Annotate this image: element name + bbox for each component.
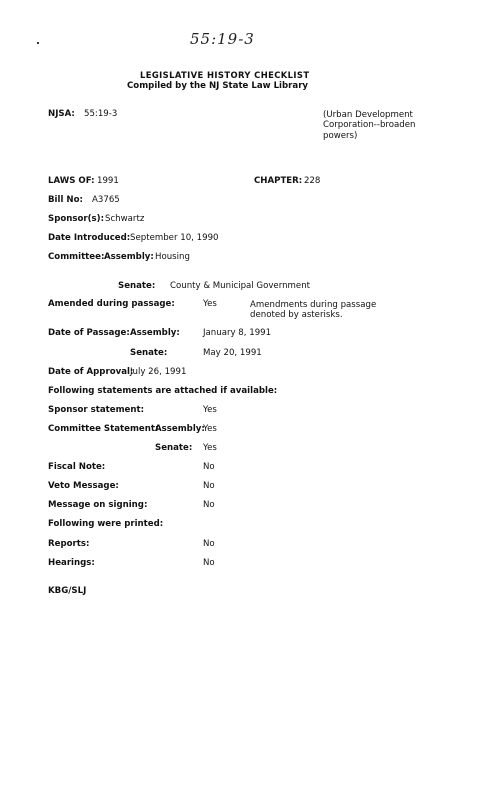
sponsor-statement-label: Sponsor statement: [48, 405, 145, 415]
passage-assembly-value: January 8, 1991 [203, 328, 272, 338]
bill-no-value: A3765 [92, 195, 120, 205]
amended-value: Yes [203, 299, 217, 309]
committee-assembly-label: Assembly: [104, 252, 154, 262]
fiscal-note-label: Fiscal Note: [48, 462, 106, 472]
fiscal-note-value: No [203, 462, 215, 472]
committee-label: Committee: [48, 252, 105, 262]
handwritten-number: 55:19-3 [190, 30, 255, 48]
hearings-label: Hearings: [48, 558, 95, 568]
reports-value: No [203, 539, 215, 549]
page-title: LEGISLATIVE HISTORY CHECKLIST [140, 70, 310, 80]
passage-senate-value: May 20, 1991 [203, 348, 262, 358]
committee-statement-assembly-value: Yes [203, 424, 217, 434]
njsa-value: 55:19-3 [84, 109, 118, 119]
bill-no-label: Bill No: [48, 195, 83, 205]
chapter-label: CHAPTER: [254, 176, 303, 186]
amended-label: Amended during passage: [48, 299, 175, 309]
veto-message-label: Veto Message: [48, 481, 119, 491]
sponsor-value: Schwartz [105, 214, 145, 224]
passage-assembly-label: Assembly: [130, 328, 180, 338]
date-of-approval-label: Date of Approval: [48, 367, 134, 377]
laws-of-label: LAWS OF: [48, 176, 95, 186]
message-on-signing-value: No [203, 500, 215, 510]
committee-statement-senate-label: Senate: [155, 443, 193, 453]
date-of-approval-value: July 26, 1991 [130, 367, 187, 377]
bill-description-note: (Urban Development Corporation--broaden powers) [323, 110, 416, 141]
hearings-value: No [203, 558, 215, 568]
laws-of-value: 1991 [97, 176, 119, 186]
amended-note: Amendments during passage denoted by asterisks. [250, 300, 377, 321]
printed-heading: Following were printed: [48, 519, 164, 529]
sponsor-label: Sponsor(s): [48, 214, 105, 224]
attached-heading: Following statements are attached if available: [48, 386, 278, 396]
sponsor-statement-value: Yes [203, 405, 217, 415]
date-introduced-value: September 10, 1990 [130, 233, 219, 243]
veto-message-value: No [203, 481, 215, 491]
reports-label: Reports: [48, 539, 90, 549]
initials: KBG/SLJ [48, 586, 87, 596]
committee-senate-label: Senate: [118, 281, 156, 291]
date-of-passage-label: Date of Passage: [48, 328, 130, 338]
committee-senate-value: County & Municipal Government [170, 281, 311, 291]
chapter-value: 228 [304, 176, 321, 186]
committee-statement-assembly-label: Assembly: [155, 424, 205, 434]
speck-mark [37, 42, 39, 44]
committee-statement-senate-value: Yes [203, 443, 217, 453]
date-introduced-label: Date Introduced: [48, 233, 131, 243]
page-subtitle: Compiled by the NJ State Law Library [127, 81, 309, 91]
committee-statement-label: Committee Statement: [48, 424, 159, 434]
message-on-signing-label: Message on signing: [48, 500, 148, 510]
passage-senate-label: Senate: [130, 348, 168, 358]
njsa-label: NJSA: [48, 109, 75, 119]
committee-assembly-value: Housing [155, 252, 190, 262]
